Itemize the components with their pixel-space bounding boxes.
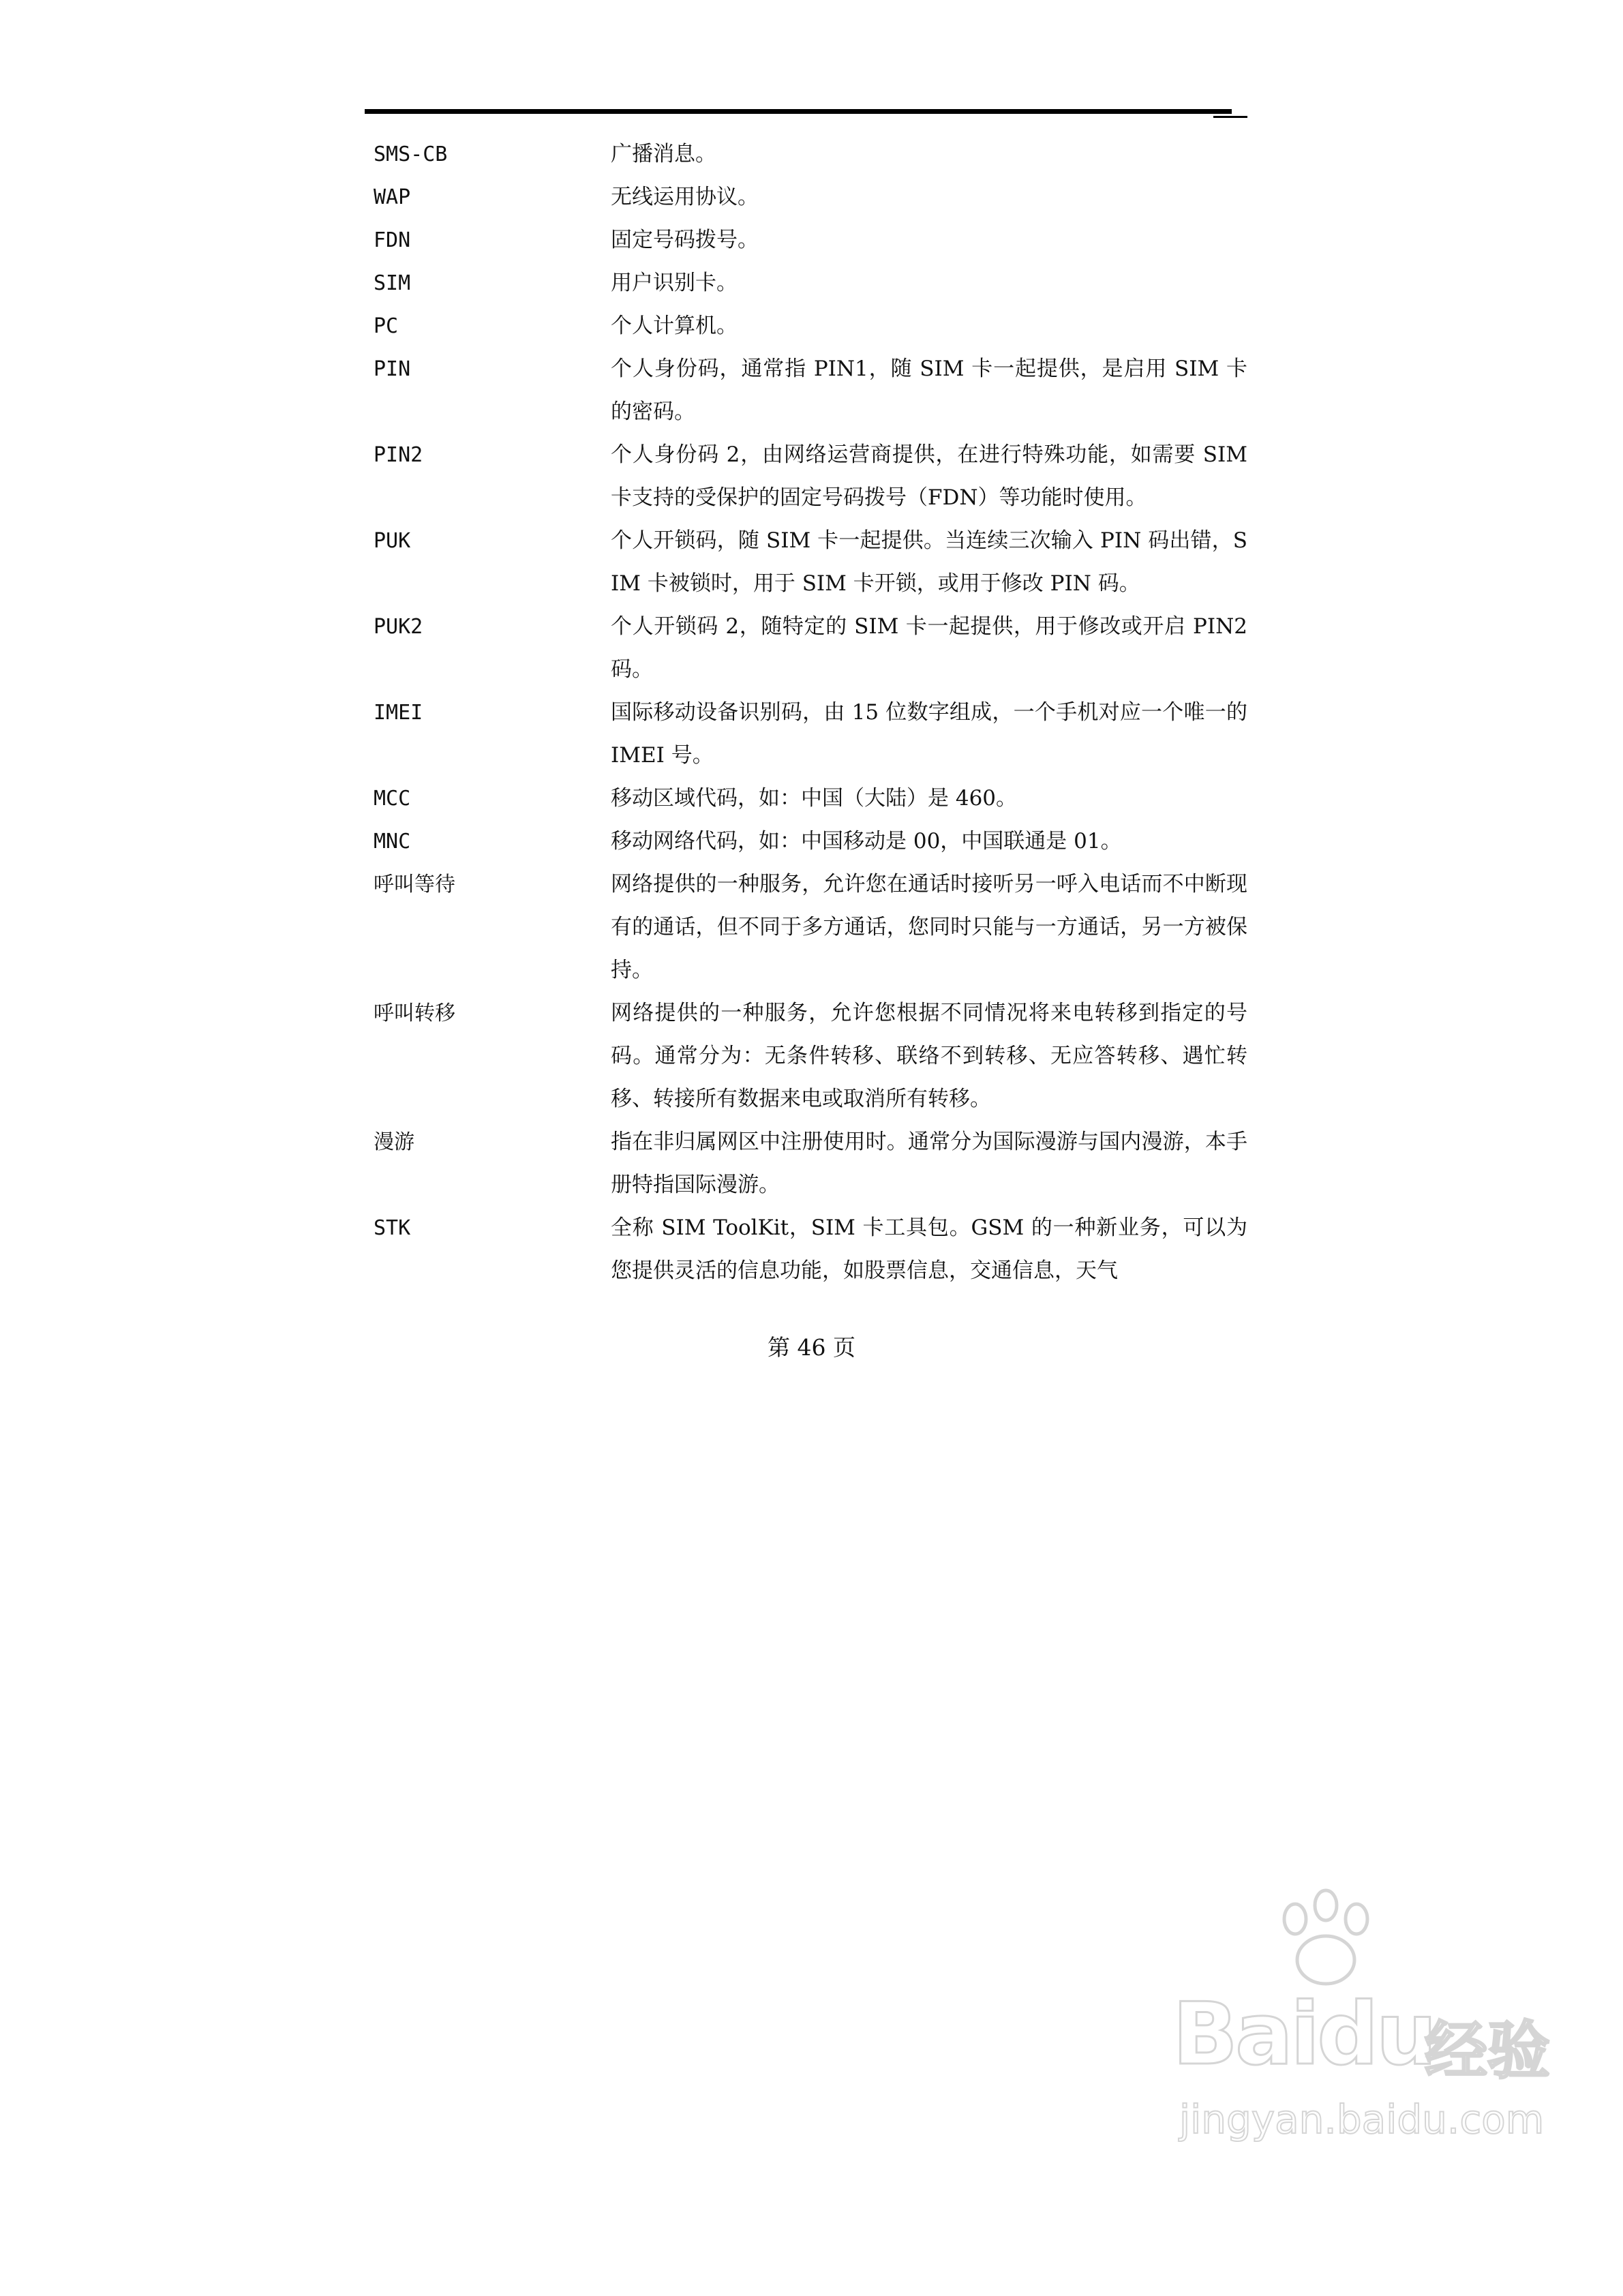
- glossary-entry: [374, 219, 1247, 262]
- glossary-definition: 个人开锁码，随 SIM 卡一起提供。当连续三次输入 PIN 码出错，SIM 卡被锁时，用于 SIM 卡开锁，或用于修改 PIN 码。: [611, 528, 1247, 596]
- glossary-definition: 指在非归属网区中注册使用时。通常分为国际漫游与国内漫游，本手册特指国际漫游。: [611, 1130, 1247, 1197]
- glossary-term: PIN2: [374, 443, 423, 467]
- watermark-brand: Baidu: [1172, 1984, 1435, 2084]
- glossary-entry: [374, 1207, 1247, 1293]
- glossary-term: SIM: [374, 271, 411, 295]
- glossary-term: 呼叫等待: [374, 873, 455, 896]
- page-number: 第 46 页: [768, 1334, 855, 1361]
- glossary-definition: 网络提供的一种服务，允许您在通话时接听另一呼入电话而不中断现有的通话，但不同于多方通话，您同时只能与一方通话，另一方被保持。: [611, 872, 1247, 982]
- glossary-definition: 个人身份码 2，由网络运营商提供，在进行特殊功能，如需要 SIM 卡支持的受保护的固定号码拨号（FDN）等功能时使用。: [611, 442, 1247, 510]
- glossary-entry: [374, 992, 1247, 1121]
- glossary-term: PUK: [374, 529, 411, 553]
- glossary-definition: 网络提供的一种服务，允许您根据不同情况将来电转移到指定的号码。通常分为：无条件转移、联络不到转移、无应答转移、遇忙转移、转接所有数据来电或取消所有转移。: [611, 1001, 1247, 1111]
- glossary-definition: 广播消息。: [611, 142, 716, 166]
- glossary-list: [374, 133, 1247, 1293]
- glossary-term: PUK2: [374, 615, 423, 639]
- glossary-definition: 全称 SIM ToolKit，SIM 卡工具包。GSM 的一种新业务，可以为您提供灵活的信息功能，如股票信息，交通信息，天气: [611, 1215, 1247, 1283]
- glossary-entry: [374, 605, 1247, 691]
- glossary-term: SMS-CB: [374, 142, 448, 166]
- glossary-entry: [374, 519, 1247, 605]
- glossary-term: 漫游: [374, 1130, 414, 1154]
- watermark-cn: 经验: [1425, 2014, 1551, 2087]
- glossary-entry: [374, 262, 1247, 305]
- glossary-entry: [374, 777, 1247, 820]
- glossary-definition: 无线运用协议。: [611, 185, 759, 209]
- glossary-definition: 个人开锁码 2，随特定的 SIM 卡一起提供，用于修改或开启 PIN2 码。: [611, 614, 1247, 682]
- glossary-entry: [374, 1121, 1247, 1207]
- glossary-term: PC: [374, 314, 399, 338]
- glossary-entry: [374, 820, 1247, 863]
- glossary-entry: [374, 863, 1247, 992]
- glossary-definition: 固定号码拨号。: [611, 228, 759, 252]
- glossary-term: 呼叫转移: [374, 1001, 455, 1025]
- glossary-entry: [374, 305, 1247, 348]
- glossary-definition: 国际移动设备识别码，由 15 位数字组成，一个手机对应一个唯一的 IMEI 号。: [611, 700, 1247, 768]
- glossary-term: MCC: [374, 787, 411, 811]
- glossary-term: FDN: [374, 228, 411, 252]
- glossary-term: MNC: [374, 830, 411, 854]
- glossary-term: IMEI: [374, 701, 423, 725]
- header-rule-tail: [1213, 116, 1247, 118]
- glossary-definition: 个人计算机。: [611, 314, 738, 338]
- glossary-entry: [374, 133, 1247, 176]
- paw-logo-icon: [1268, 1888, 1384, 1991]
- glossary-term: WAP: [374, 185, 411, 209]
- baidu-jingyan-watermark: [1152, 1888, 1554, 2161]
- glossary-entry: [374, 434, 1247, 519]
- glossary-entry: [374, 176, 1247, 219]
- glossary-term: STK: [374, 1216, 411, 1240]
- glossary-definition: 用户识别卡。: [611, 271, 738, 295]
- glossary-entry: [374, 691, 1247, 777]
- glossary-definition: 移动区域代码，如：中国（大陆）是 460。: [611, 786, 1018, 811]
- glossary-definition: 移动网络代码，如：中国移动是 00，中国联通是 01。: [611, 829, 1122, 854]
- glossary-definition: 个人身份码，通常指 PIN1，随 SIM 卡一起提供，是启用 SIM 卡的密码。: [611, 357, 1247, 424]
- watermark-url: jingyan.baidu.com: [1179, 2096, 1545, 2143]
- glossary-term: PIN: [374, 357, 411, 381]
- glossary-entry: [374, 348, 1247, 434]
- header-rule: [365, 109, 1232, 114]
